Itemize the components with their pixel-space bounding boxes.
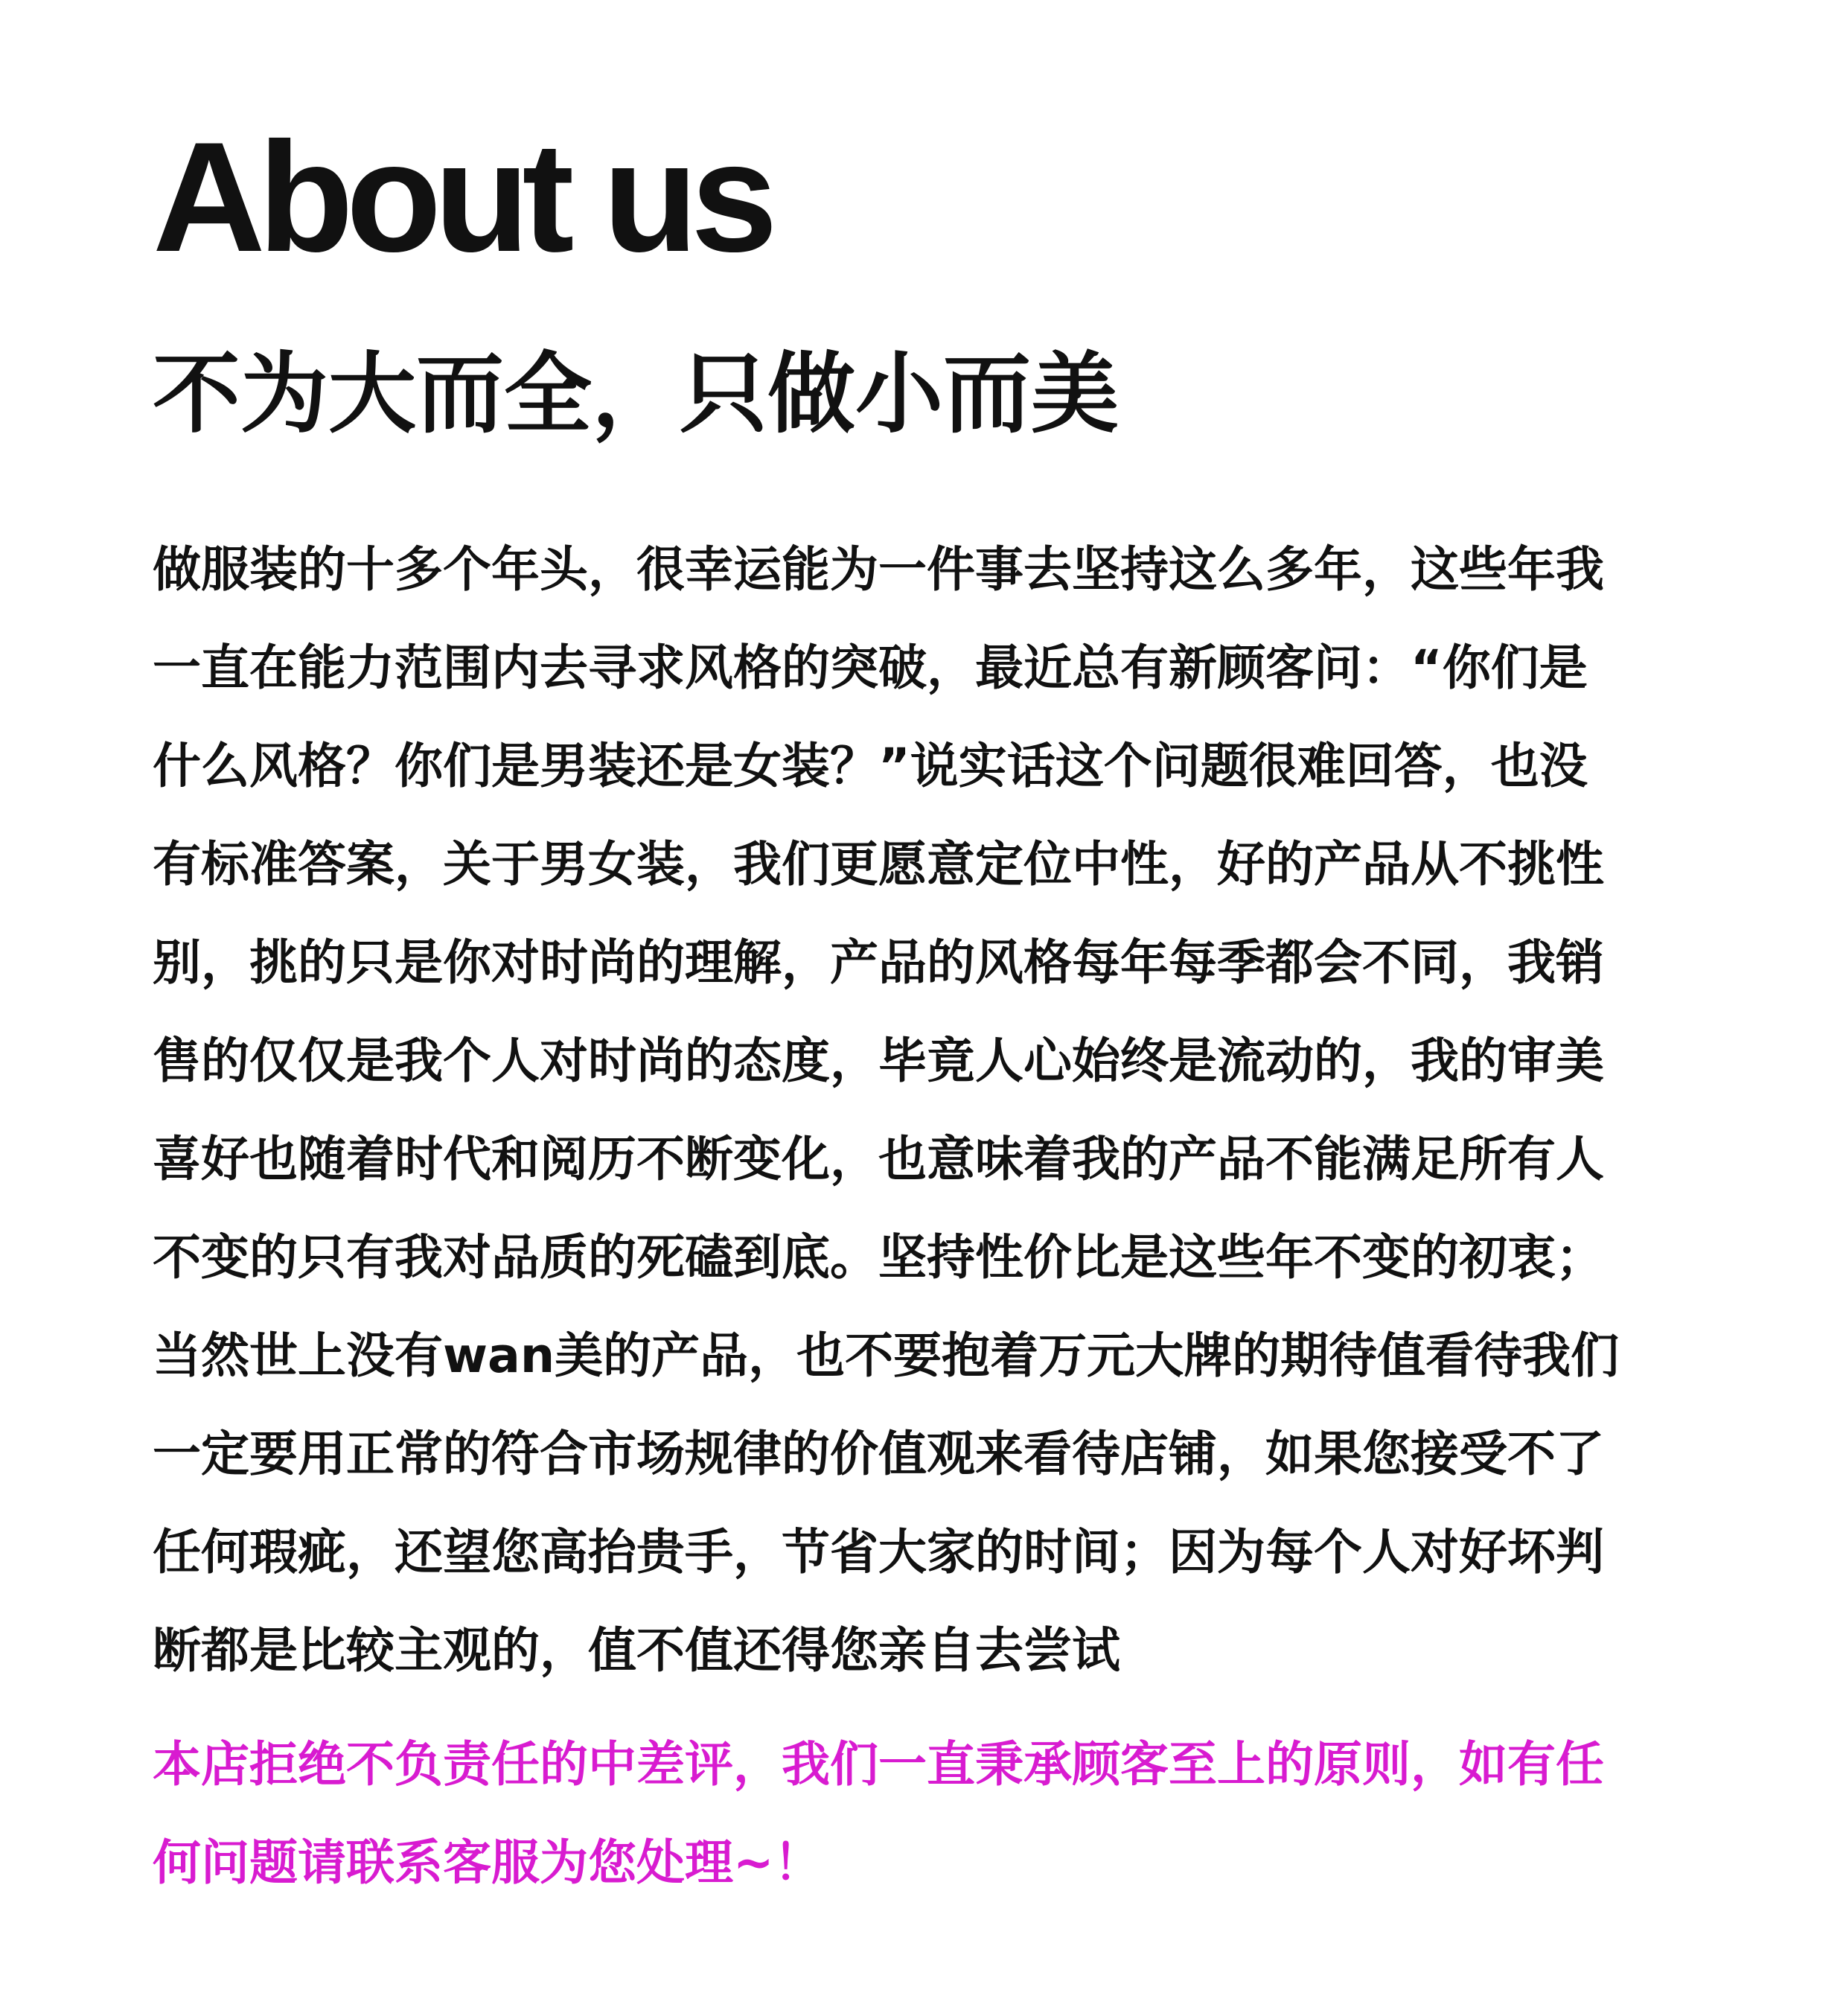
paragraph-line: 售的仅仅是我个人对时尚的态度，毕竟人心始终是流动的，我的审美 (153, 1033, 1605, 1089)
paragraph-line: 别，挑的只是你对时尚的理解，产品的风格每年每季都会不同，我销 (153, 935, 1605, 991)
paragraph-line: 一直在能力范围内去寻求风格的突破，最近总有新顾客问：“你们是 (153, 640, 1588, 696)
notice-line: 本店拒绝不负责任的中差评，我们一直秉承顾客至上的原则，如有任 (153, 1737, 1605, 1793)
paragraph-line: 一定要用正常的符合市场规律的价值观来看待店铺，如果您接受不了 (153, 1426, 1605, 1482)
paragraph-line: 任何瑕疵，还望您高抬贵手，节省大家的时间；因为每个人对好坏判 (153, 1525, 1605, 1580)
paragraph-line: 不变的只有我对品质的死磕到底。坚持性价比是这些年不变的初衷； (153, 1230, 1605, 1286)
paragraph-line: 什么风格？你们是男装还是女装？”说实话这个问题很难回答，也没 (153, 739, 1588, 794)
store-policy-notice (153, 1716, 1701, 1913)
paragraph-line: 做服装的十多个年头，很幸运能为一件事去坚持这么多年，这些年我 (153, 542, 1605, 598)
page-subtitle: 不为大而全，只做小而美 (153, 342, 1120, 445)
about-paragraph (153, 521, 1701, 1700)
paragraph-line: 当然世上没有wan美的产品，也不要抱着万元大牌的期待值看待我们 (153, 1328, 1620, 1384)
paragraph-line: 断都是比较主观的，值不值还得您亲自去尝试 (153, 1623, 1121, 1679)
paragraph-line: 喜好也随着时代和阅历不断变化，也意味着我的产品不能满足所有人 (153, 1132, 1605, 1187)
notice-line: 何问题请联系客服为您处理~！ (153, 1835, 823, 1891)
paragraph-line: 有标准答案，关于男女装，我们更愿意定位中性，好的产品从不挑性 (153, 837, 1605, 893)
page-title: About us (153, 109, 770, 284)
